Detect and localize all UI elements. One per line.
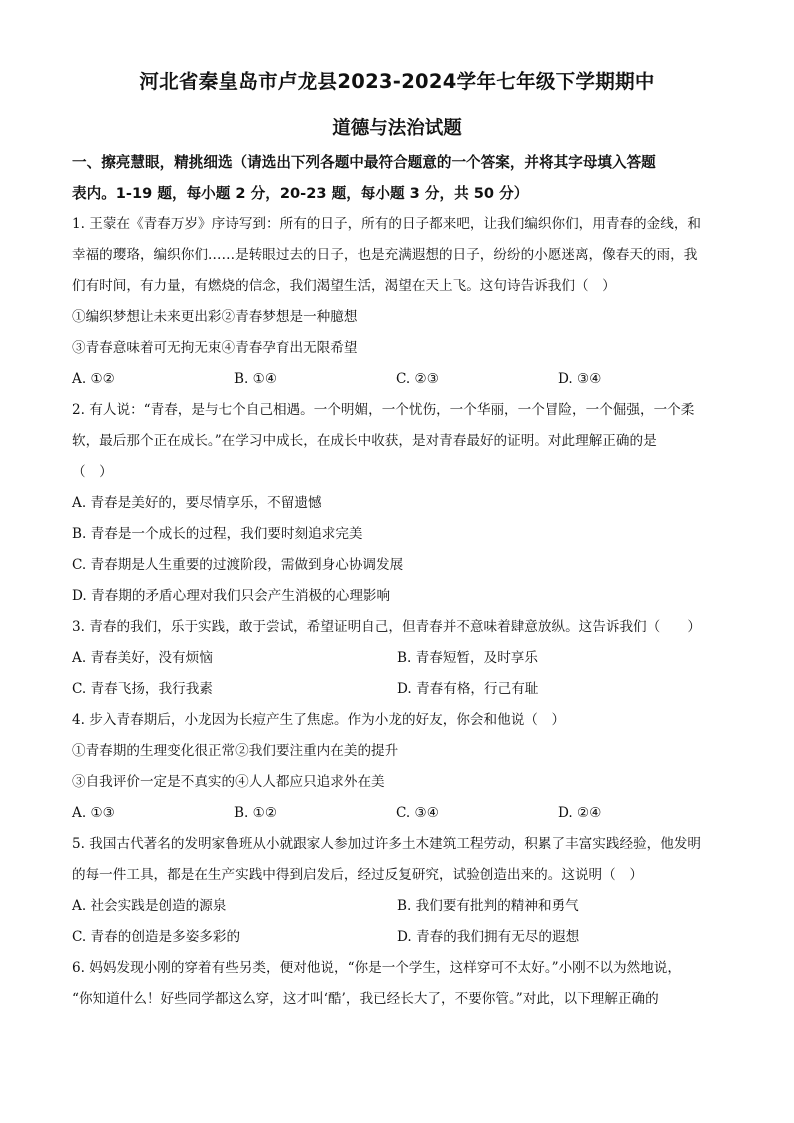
question-text: 的每一件工具，都是在生产实践中得到启发后，经过反复研究，试验创造出来的。这说明（ ） <box>72 867 643 883</box>
question-3 <box>72 612 726 705</box>
option-c: C. 青春的创造是多姿多彩的 <box>72 929 241 945</box>
exam-subject-title: 道德与法治试题 <box>332 118 462 139</box>
option-a: A. ①③ <box>72 805 115 821</box>
option-a: A. 青春美好，没有烦恼 <box>72 650 213 666</box>
question-4 <box>72 705 726 829</box>
question-text: 4. 步入青春期后，小龙因为长痘产生了焦虑。作为小龙的好友，你会和他说（ ） <box>72 712 566 728</box>
option-d: D. ③④ <box>558 371 602 387</box>
options-row <box>72 891 726 922</box>
question-text: 1. 王蒙在《青春万岁》序诗写到：所有的日子，所有的日子都来吧，让我们编织你们，用青春的金线，和 <box>72 216 702 232</box>
option-d: D. 青春的我们拥有无尽的遐想 <box>397 929 580 945</box>
question-5 <box>72 829 726 953</box>
options-row <box>72 922 726 953</box>
question-text: 3. 青春的我们，乐于实践，敢于尝试，希望证明自己，但青春并不意味着肆意放纵。这告诉我们（ ） <box>72 619 702 635</box>
options-row <box>72 643 726 674</box>
question-1 <box>72 209 726 395</box>
options-row <box>72 674 726 705</box>
option-a: A. 青春是美好的，要尽情享乐，不留遗憾 <box>72 495 322 511</box>
option-d: D. 青春有格，行己有耻 <box>397 681 539 697</box>
option-c: C. 青春期是人生重要的过渡阶段，需做到身心协调发展 <box>72 557 404 573</box>
option-b: B. ①④ <box>234 371 278 387</box>
question-2 <box>72 395 726 612</box>
option-a: A. ①② <box>72 371 115 387</box>
statement-line: ③青春意味着可无拘无束④青春孕育出无限希望 <box>72 340 358 356</box>
option-c: C. ③④ <box>396 805 439 821</box>
exam-title: 河北省秦皇岛市卢龙县2023-2024学年七年级下学期期中 <box>139 70 655 93</box>
option-c: C. 青春飞扬，我行我素 <box>72 681 213 697</box>
option-c: C. ②③ <box>396 371 439 387</box>
question-text: 们有时间，有力量，有燃烧的信念，我们渴望生活，渴望在天上飞。这句诗告诉我们（ ） <box>72 278 616 294</box>
options-row <box>72 364 726 395</box>
option-a: A. 社会实践是创造的源泉 <box>72 898 227 914</box>
answer-bracket: （ ） <box>72 464 113 480</box>
options-row <box>72 798 726 829</box>
question-text: 6. 妈妈发现小刚的穿着有些另类，便对他说，“你是一个学生，这样穿可不太好。”小刚不以为然地说， <box>72 960 681 976</box>
option-b: B. ①② <box>234 805 278 821</box>
option-b: B. 我们要有批判的精神和勇气 <box>397 898 579 914</box>
statement-line: ①编织梦想让未来更出彩②青春梦想是一种臆想 <box>72 309 358 325</box>
option-d: D. ②④ <box>558 805 602 821</box>
question-text: “你知道什么！好些同学都这么穿，这才叫‘酷’，我已经长大了，不要你管。”对此，以下理解正确的 <box>72 991 659 1007</box>
question-6 <box>72 953 726 1015</box>
question-text: 5. 我国古代著名的发明家鲁班从小就跟家人参加过许多土木建筑工程劳动，积累了丰富实践经验，他发明 <box>72 836 702 852</box>
section-heading-cont: 表内。1-19 题，每小题 2 分，20-23 题，每小题 3 分，共 50 分） <box>72 185 529 202</box>
question-text: 幸福的璎珞，编织你们……是转眼过去的日子，也是充满遐想的日子，纷纷的小愿迷离，像春天的雨，我 <box>72 247 698 263</box>
section-heading: 一、擦亮慧眼，精挑细选（请选出下列各题中最符合题意的一个答案，并将其字母填入答题 <box>72 154 656 171</box>
option-b: B. 青春短暂，及时享乐 <box>397 650 538 666</box>
option-b: B. 青春是一个成长的过程，我们要时刻追求完美 <box>72 526 363 542</box>
statement-line: ①青春期的生理变化很正常②我们要注重内在美的提升 <box>72 743 399 759</box>
statement-line: ③自我评价一定是不真实的④人人都应只追求外在美 <box>72 774 385 790</box>
question-text: 软，最后那个正在成长。”在学习中成长，在成长中收获，是对青春最好的证明。对此理解正确的是 <box>72 433 657 449</box>
exam-content <box>72 147 726 1015</box>
option-d: D. 青春期的矛盾心理对我们只会产生消极的心理影响 <box>72 588 391 604</box>
question-text: 2. 有人说：“青春，是与七个自己相遇。一个明媚，一个忧伤，一个华丽，一个冒险，一个倔强，一个柔 <box>72 402 695 418</box>
